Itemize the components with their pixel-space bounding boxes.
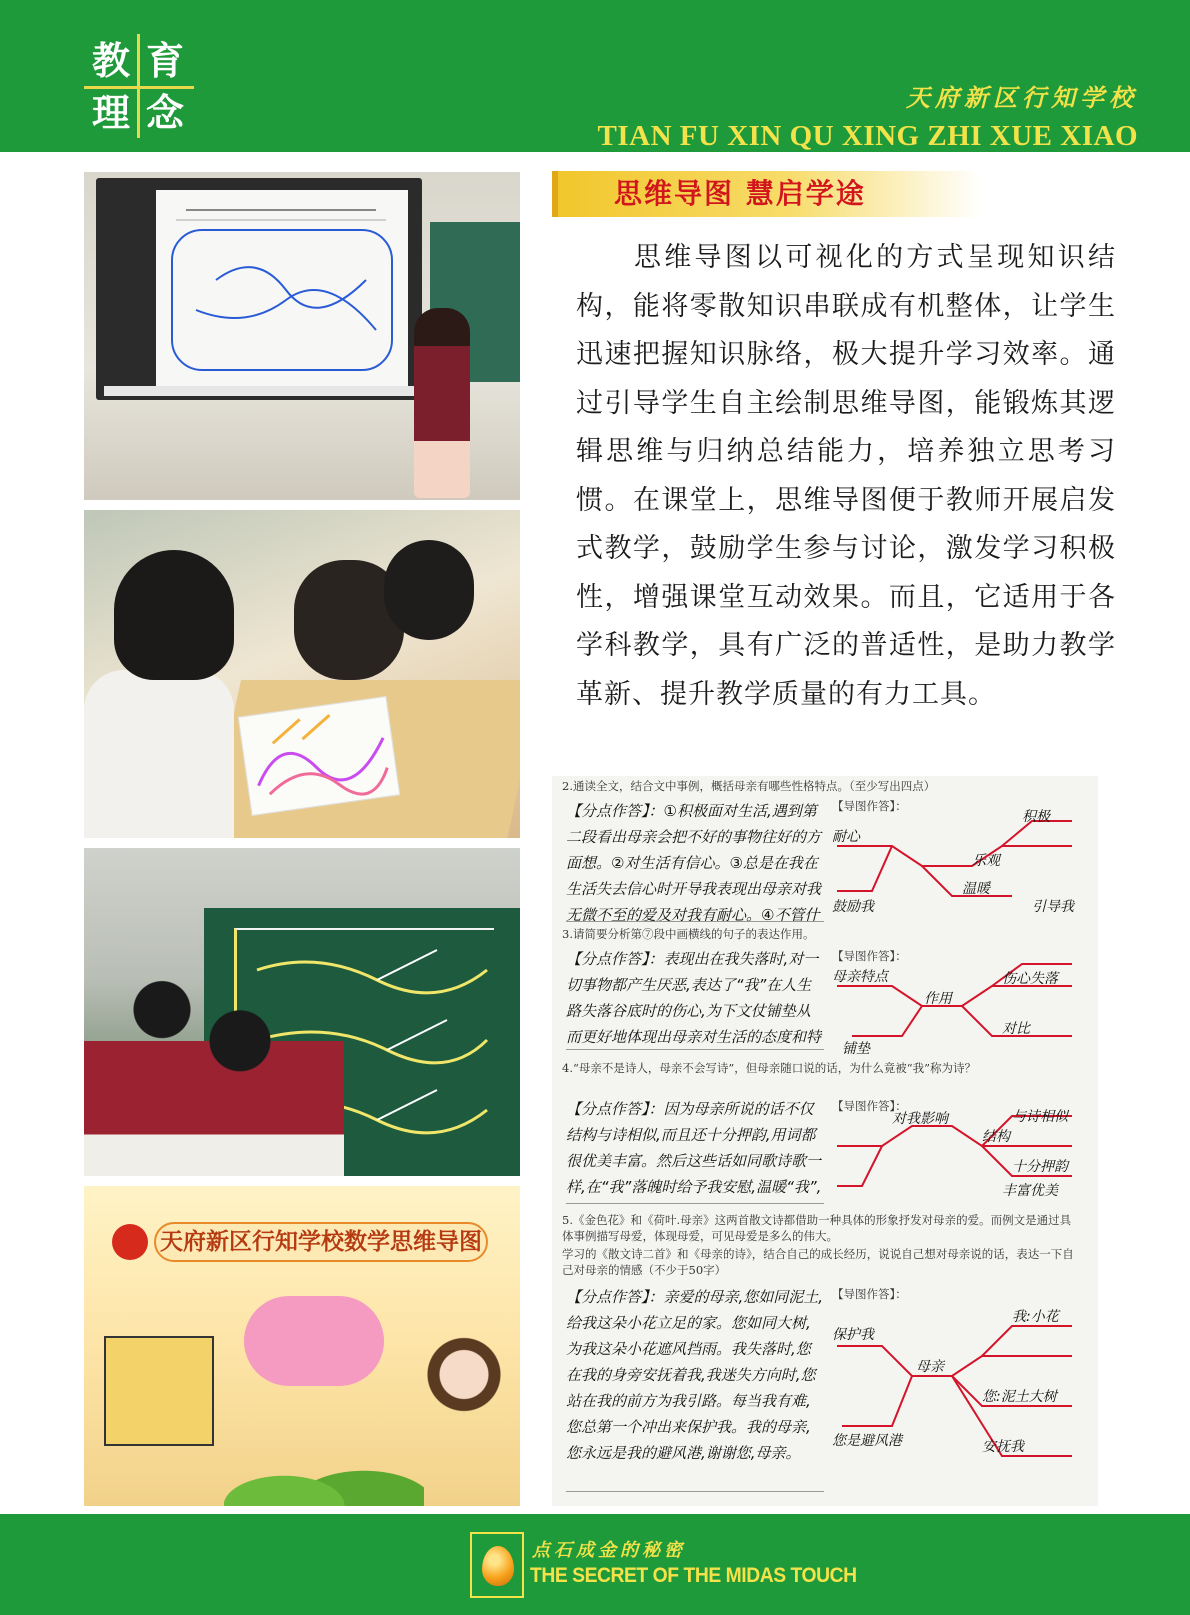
student-head-3 [384, 540, 474, 640]
section-title: 思维导图 慧启学途 [614, 177, 866, 210]
worksheet-photo [552, 776, 1098, 1506]
school-name-en: TIAN FU XIN QU XING ZHI XUE XIAO [597, 120, 1138, 152]
student-head-1 [114, 550, 234, 680]
poster-sun [112, 1224, 148, 1260]
presenting-student [414, 308, 470, 498]
mindmap-4-node: 与诗相似 [1012, 1109, 1068, 1125]
paper-drawing [239, 697, 401, 817]
logo-char-3: 理 [91, 90, 130, 135]
answer-4: 【分点作答】：因为母亲所说的话不仅结构与诗相似,而且还十分押韵,用词都很优美丰富。然后这些话如同歌诗歌一样,在“我”落魄时给予我安慰,温暖“我”, [566, 1096, 824, 1204]
mindmap-5-node: 您是避风港 [832, 1433, 902, 1449]
question-3: 3.请简要分析第⑦段中画横线的句子的表达作用。 [562, 927, 815, 941]
mindmap-4-node: 对我影响 [892, 1111, 948, 1127]
mindmap-label-4: 【导图作答】： [832, 1099, 907, 1113]
mindmap-4-node: 十分押韵 [1012, 1159, 1068, 1175]
mindmap-2-node: 温暖 [962, 881, 990, 897]
mindmap-2-node: 积极 [1022, 809, 1050, 825]
screen-toolbar [104, 386, 414, 396]
poster-book-drawing [104, 1336, 214, 1446]
question-5-part-b: 学习的《散文诗二首》和《母亲的诗》，结合自己的成长经历，说说自己想对母亲说的话，表达一下自己对母亲的情感（不少于50字） [562, 1247, 1074, 1277]
mindmap-2-node: 引导我 [1032, 899, 1074, 915]
mindmap-on-screen [156, 190, 408, 390]
question-4: 4.“母亲不是诗人，母亲不会写诗”，但母亲随口说的话，为什么竟被“我”称为诗？ [562, 1061, 976, 1075]
answer-5: 【分点作答】：亲爱的母亲,您如同泥土,给我这朵小花立足的家。您如同大树,为我这朵小花遮风挡雨。我失落时,您在我的身旁安抚着我,我迷失方向时,您站在我的前方为我引路。每当我有难,您总第一个冲出来保护我。我的母亲,您永远是我的避风港,谢谢您,母亲。 [566, 1284, 824, 1492]
mindmap-5 [832, 1306, 1082, 1496]
student-shirt [84, 670, 234, 838]
mindmap-3 [832, 956, 1082, 1056]
mindmap-label-2: 【导图作答】： [832, 799, 907, 813]
mindmap-3-node: 伤心失落 [1002, 971, 1058, 987]
logo-education-philosophy [84, 34, 194, 138]
mindmap-4-node: 结构 [982, 1129, 1010, 1145]
section-title-accent [552, 171, 558, 217]
poster-cartoon-girl [424, 1336, 504, 1446]
mindmap-5-node: 您:泥土大树 [982, 1389, 1057, 1405]
mindmap-label-5: 【导图作答】： [832, 1287, 907, 1301]
mindmap-3-node: 作用 [924, 991, 952, 1007]
smartboard-screen [96, 178, 422, 400]
mindmap-5-node: 保护我 [832, 1327, 874, 1343]
header-band [0, 0, 1190, 152]
footer-band [0, 1514, 1190, 1615]
logo-char-4: 念 [145, 90, 184, 135]
drawing-paper [238, 696, 400, 816]
school-name-cn: 天府新区行知学校 [906, 84, 1138, 112]
poster-decoration [244, 1296, 384, 1386]
mindmap-4-node: 丰富优美 [1002, 1183, 1058, 1199]
mindmap-2-node: 乐观 [972, 853, 1000, 869]
students-group [84, 968, 344, 1176]
mindmap-5-node: 安抚我 [982, 1439, 1024, 1455]
question-5: 5.《金色花》和《荷叶.母亲》这两首散文诗都借助一种具体的形象抒发对母亲的爱。而例文是通过具体事例描写母爱，体现母爱，可见母爱是多么的伟大。 [562, 1213, 1072, 1243]
mindmap-2-node: 鼓励我 [832, 899, 874, 915]
section-title-bar [552, 171, 982, 217]
poster-hills [224, 1436, 424, 1506]
section-body: 思维导图以可视化的方式呈现知识结构，能将零散知识串联成有机整体，让学生迅速把握知识脉络，极大提升学习效率。通过引导学生自主绘制思维导图，能锻炼其逻辑思维与归纳总结能力，培养独立思考习惯。在课堂上，思维导图便于教师开展启发式教学，鼓励学生参与讨论，激发学习积极性，增强课堂互动效果。而且，它适用于各学科教学，具有广泛的普适性，是助力教学革新、提升教学质量的有力工具。 [576, 242, 1116, 710]
footer-slogan-cn: 点石成金的秘密 [532, 1540, 686, 1561]
poster-title: 天府新区行知学校数学思维导图 [154, 1222, 488, 1262]
photo-students-drawing-mindmap [84, 510, 520, 838]
golden-egg-icon [482, 1546, 514, 1586]
photo-student-presenting-mindmap [84, 172, 520, 500]
mindmap-3-node: 对比 [1002, 1021, 1030, 1037]
question-2: 2.通读全文，结合文中事例，概括母亲有哪些性格特点。（至少写出四点） [562, 779, 936, 793]
screen-mindmap-drawing [156, 190, 408, 390]
answer-3: 【分点作答】：表现出在我失落时,对一切事物都产生厌恶,表达了“我”在人生路失落谷底时的伤心,为下文仗铺垫从而更好地体现出母亲对生活的态度和特 [566, 946, 824, 1050]
mindmap-2 [832, 806, 1082, 926]
photo-students-at-chalkboard [84, 848, 520, 1176]
mindmap-5-node: 母亲 [916, 1359, 944, 1375]
mindmap-3-node: 铺垫 [842, 1041, 870, 1057]
mindmap-2-node: 耐心 [832, 829, 860, 845]
logo-cross-vertical [137, 34, 140, 138]
mindmap-5-node: 我:小花 [1012, 1309, 1059, 1325]
mindmap-4 [832, 1106, 1082, 1206]
mindmap-3-node: 母亲特点 [832, 969, 888, 985]
mindmap-label-3: 【导图作答】： [832, 949, 907, 963]
footer-slogan-en: THE SECRET OF THE MIDAS TOUCH [530, 1564, 857, 1587]
photo-math-mindmap-poster [84, 1186, 520, 1506]
answer-2: 【分点作答】：①积极面对生活,遇到第二段看出母亲会把不好的事物往好的方面想。②对生活有信心。③总是在我在生活失去信心时开导我表现出母亲对我无微不至的爱及对我有耐心。④不管什 [566, 798, 824, 922]
logo-char-1: 教 [91, 38, 130, 83]
logo-char-2: 育 [145, 38, 184, 83]
